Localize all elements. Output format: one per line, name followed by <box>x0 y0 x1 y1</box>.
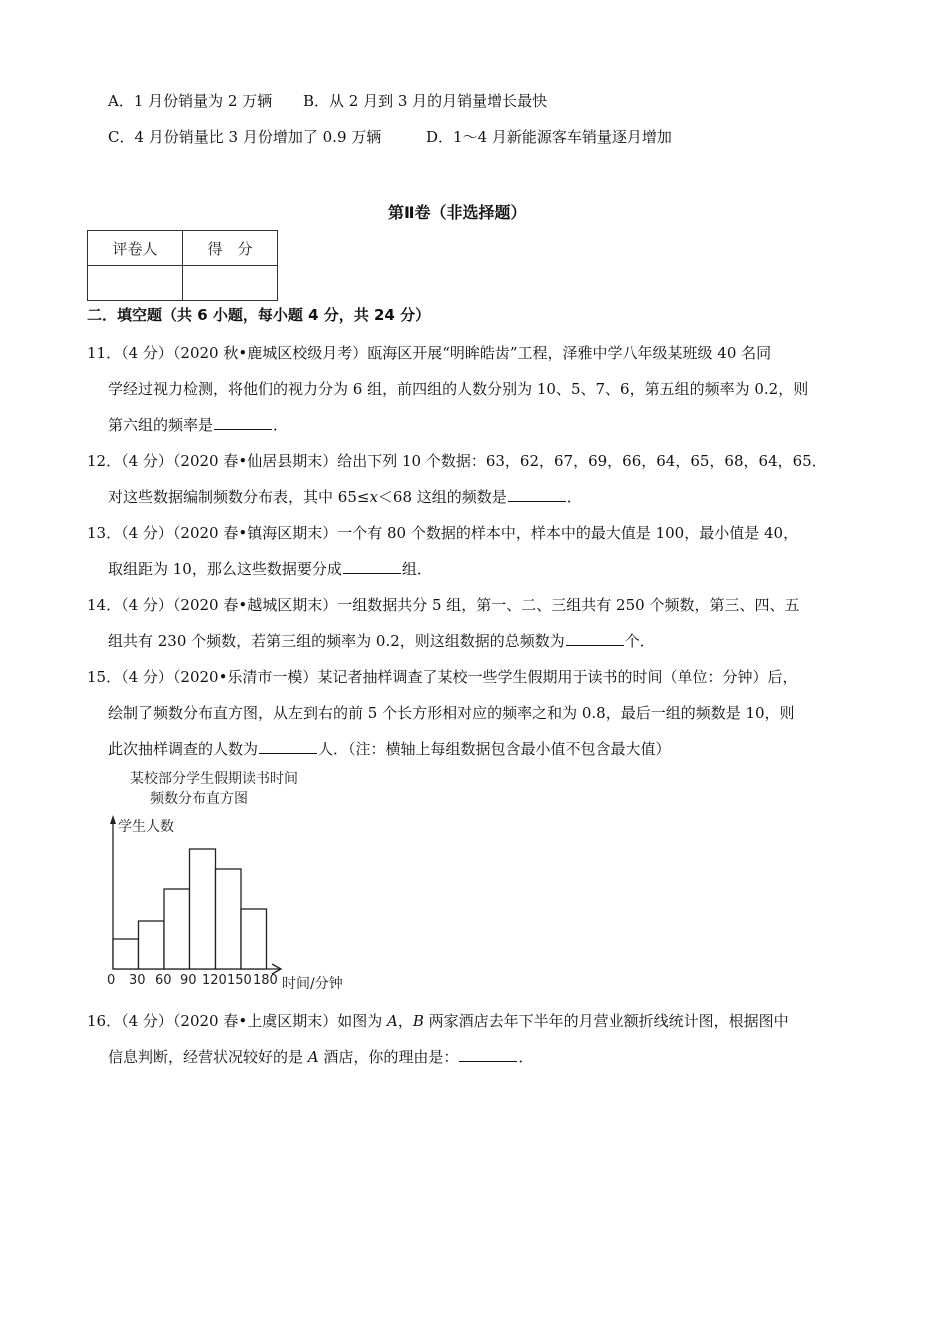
x-tick-30: 30 <box>129 973 146 988</box>
question-text: 第六组的频率是 <box>108 416 214 434</box>
variable-a: A <box>386 1012 398 1030</box>
question-text: 酒店，你的理由是： <box>318 1048 459 1066</box>
option-b: B．从 2 月到 3 月的月销量增长最快 <box>303 92 548 110</box>
question-13-line2 <box>108 559 432 579</box>
bar-60-90 <box>164 889 190 969</box>
question-15-line1 <box>87 667 797 687</box>
question-text: 组． <box>401 560 432 578</box>
answer-blank[interactable] <box>259 739 317 754</box>
option-c: C．4 月份销量比 3 月份增加了 0.9 万辆 <box>108 128 382 146</box>
question-text: 一组数据共分 5 组，第一、二、三组共有 250 个频数，第三、四、五 <box>337 596 800 614</box>
question-text: 两家酒店去年下半年的月营业额折线统计图，根据图中 <box>423 1012 789 1030</box>
bar-90-120 <box>190 849 216 969</box>
x-axis-label: 时间/分钟 <box>282 976 343 992</box>
question-14-line2 <box>108 631 655 651</box>
chart-title-line1: 某校部分学生假期读书时间 <box>130 771 298 787</box>
question-text: ． <box>566 488 582 506</box>
question-number: 14． <box>87 596 122 614</box>
section-title: 第Ⅱ卷（非选择题） <box>388 203 527 222</box>
option-a: A．1 月份销量为 2 万辆 <box>108 92 273 110</box>
question-15-line3 <box>108 739 671 759</box>
question-text: ． <box>273 416 289 434</box>
question-meta: （4 分）（2020 秋•鹿城区校级月考） <box>121 344 368 362</box>
question-13-line1 <box>87 523 798 543</box>
answer-blank[interactable] <box>343 559 401 574</box>
answer-blank[interactable] <box>459 1047 517 1062</box>
variable-a: A <box>307 1048 319 1066</box>
y-axis-label: 学生人数 <box>118 819 174 835</box>
question-text: ． <box>518 1048 534 1066</box>
question-text: 此次抽样调查的人数为 <box>108 740 259 758</box>
question-number: 11． <box>87 344 122 362</box>
x-tick-90: 90 <box>180 973 197 988</box>
question-11-line2: 学经过视力检测，将他们的视力分为 6 组，前四组的人数分别为 10、5、7、6，第五组的频率为 0.2，则 <box>108 380 809 398</box>
question-text: 给出下列 10 个数据：63，62，67，69，66，64，65，68，64，65． <box>337 452 827 470</box>
bar-150-180 <box>241 909 267 969</box>
x-tick-180: 180 <box>253 973 278 988</box>
histogram <box>100 810 370 1000</box>
histogram-bars <box>113 849 267 969</box>
answer-blank[interactable] <box>566 631 624 646</box>
answer-blank[interactable] <box>214 415 272 430</box>
question-text: 如图为 <box>337 1012 387 1030</box>
question-text: 一个有 80 个数据的样本中，样本中的最大值是 100，最小值是 40， <box>337 524 799 542</box>
y-axis-arrow-icon <box>110 815 116 824</box>
grader-label: 评卷人 <box>88 231 183 266</box>
question-meta: （4 分）（2020 春•仙居县期末） <box>121 452 338 470</box>
score-label: 得 分 <box>183 231 278 266</box>
x-tick-60: 60 <box>155 973 172 988</box>
question-text: ， <box>397 1012 413 1030</box>
option-d: D．1～4 月新能源客车销量逐月增加 <box>426 128 672 146</box>
question-12-line1 <box>87 451 827 471</box>
question-text: 取组距为 10，那么这些数据要分成 <box>108 560 342 578</box>
question-number: 13． <box>87 524 122 542</box>
x-tick-0: 0 <box>107 973 116 988</box>
question-11-line1 <box>87 343 771 363</box>
question-number: 12． <box>87 452 122 470</box>
score-cell[interactable] <box>183 266 278 301</box>
bar-0-30 <box>113 939 139 969</box>
question-text: 人．（注：横轴上每组数据包含最小值不包含最大值） <box>318 740 671 758</box>
question-text: 信息判断，经营状况较好的是 <box>108 1048 308 1066</box>
question-14-line1 <box>87 595 799 615</box>
question-text: 个． <box>624 632 655 650</box>
question-text: 瓯海区开展“明眸皓齿”工程，泽雅中学八年级某班级 40 名同 <box>367 344 772 362</box>
question-meta: （4 分）（2020 春•上虞区期末） <box>121 1012 338 1030</box>
question-number: 15． <box>87 668 122 686</box>
question-meta: （4 分）（2020 春•越城区期末） <box>121 596 338 614</box>
x-tick-150: 150 <box>227 973 252 988</box>
question-meta: （4 分）（2020•乐清市一模） <box>121 668 318 686</box>
question-11-line3 <box>108 415 288 435</box>
question-number: 16． <box>87 1012 122 1030</box>
question-text: 组共有 230 个频数，若第三组的频率为 0.2，则这组数据的总频数为 <box>108 632 565 650</box>
question-text: 某记者抽样调查了某校一些学生假期用于读书的时间（单位：分钟）后， <box>317 668 798 686</box>
variable-b: B <box>412 1012 424 1030</box>
score-table <box>87 230 278 301</box>
question-text: 对这些数据编制频数分布表，其中 65≤ <box>108 488 370 506</box>
variable-x: x <box>369 488 378 506</box>
question-meta: （4 分）（2020 春•镇海区期末） <box>121 524 338 542</box>
chart-title-line2: 频数分布直方图 <box>150 791 248 807</box>
bar-120-150 <box>216 869 242 969</box>
question-15-line2: 绘制了频数分布直方图，从左到右的前 5 个长方形相对应的频率之和为 0.8，最后一组的频数是 10，则 <box>108 704 795 722</box>
bar-30-60 <box>139 921 165 969</box>
question-16-line2 <box>108 1047 533 1067</box>
section-heading: 二．填空题（共 6 小题，每小题 4 分，共 24 分） <box>87 306 431 324</box>
question-text: ＜68 这组的频数是 <box>377 488 507 506</box>
question-12-line2 <box>108 487 582 507</box>
answer-blank[interactable] <box>508 487 566 502</box>
x-tick-120: 120 <box>202 973 227 988</box>
grader-cell[interactable] <box>88 266 183 301</box>
question-16-line1 <box>87 1011 789 1031</box>
